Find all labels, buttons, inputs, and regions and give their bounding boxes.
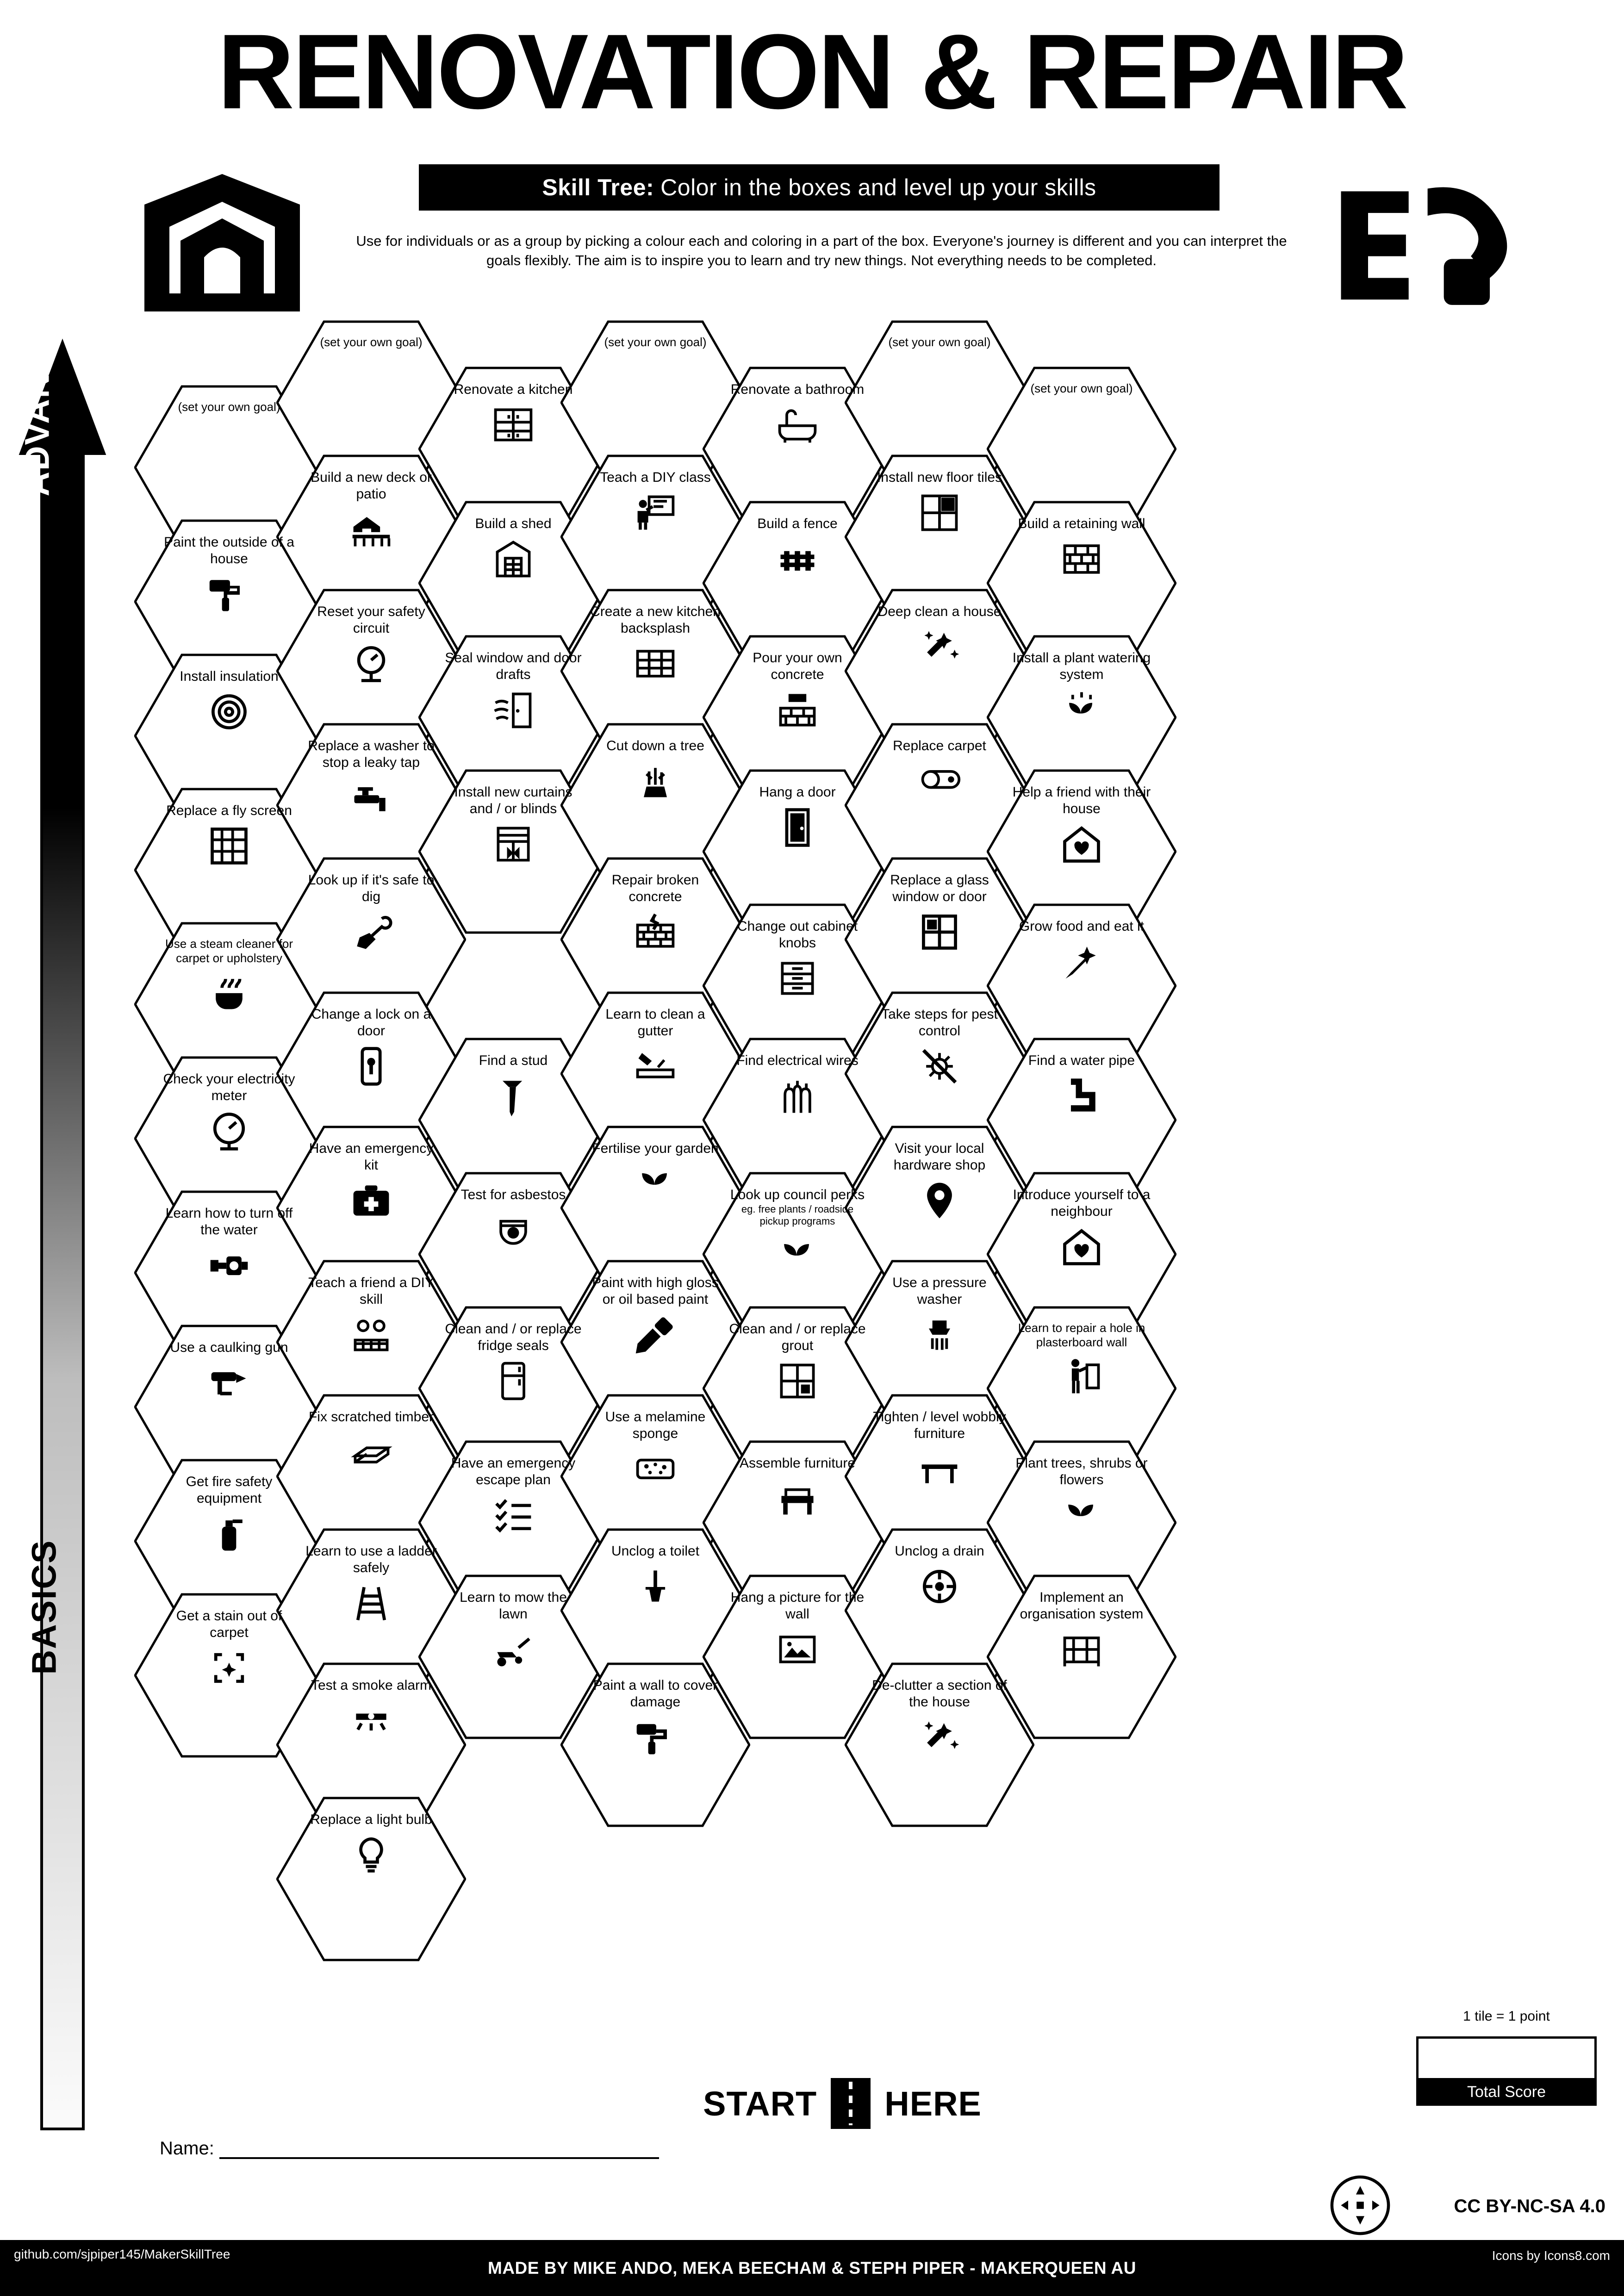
footer-bar xyxy=(0,2240,1624,2296)
tile-label: Learn to repair a hole in plasterboard wall xyxy=(1018,1321,1145,1350)
tile-label: Renovate a bathroom xyxy=(730,382,865,397)
tile-label: Paint the outside of a house xyxy=(164,535,294,566)
tile-label: Find a stud xyxy=(479,1053,548,1068)
name-input[interactable] xyxy=(219,2140,659,2159)
tile-label: Change a lock on a door xyxy=(311,1007,431,1039)
tile-label: Check your electricity meter xyxy=(163,1071,295,1103)
tile-label: Unclog a drain xyxy=(895,1543,984,1559)
total-score-label: Total Score xyxy=(1416,2078,1597,2106)
creative-commons-icon xyxy=(1330,2175,1390,2235)
nail-icon xyxy=(491,1074,535,1118)
tile-label: (set your own goal) xyxy=(178,400,280,414)
tile-label: Learn to use a ladder safely xyxy=(305,1543,437,1575)
tile-label: (set your own goal) xyxy=(888,335,991,349)
skill-tile[interactable] xyxy=(276,1796,466,1962)
fly-screen-icon xyxy=(207,824,251,868)
tile-label: Get a stain out of carpet xyxy=(176,1608,282,1640)
tile-label: Plant trees, shrubs or flowers xyxy=(1015,1456,1148,1487)
fire-extinguisher-icon xyxy=(207,1512,251,1556)
tile-label: Create a new kitchen backsplash xyxy=(590,604,721,636)
tile-label: Paint a wall to cover damage xyxy=(593,1678,718,1710)
tile-label: Seal window and door drafts xyxy=(445,650,582,682)
subtitle-text: Color in the boxes and level up your skills xyxy=(660,174,1096,200)
light-bulb-icon xyxy=(349,1833,393,1877)
name-label: Name: xyxy=(160,2138,214,2159)
wires-icon xyxy=(775,1074,820,1118)
meter-gauge-icon xyxy=(207,1109,251,1153)
window-icon xyxy=(917,910,962,954)
blinds-icon xyxy=(491,822,535,866)
table-icon xyxy=(917,1447,962,1491)
presenter-icon xyxy=(633,491,678,535)
tile-label: Introduce yourself to a neighbour xyxy=(1013,1187,1151,1219)
shelving-icon xyxy=(1059,1627,1104,1672)
tile-label: Replace a glass window or door xyxy=(890,872,989,904)
tile-label: Grow food and eat it xyxy=(1019,919,1145,934)
tile-label: Repair broken concrete xyxy=(611,872,699,904)
tile-label: Take steps for pest control xyxy=(881,1007,998,1039)
tile-label: Visit your local hardware shop xyxy=(893,1141,986,1173)
tile-label: Find a water pipe xyxy=(1028,1053,1135,1068)
tile-label: (set your own goal) xyxy=(1030,381,1133,395)
tile-label: De-clutter a section of the house xyxy=(872,1678,1007,1710)
pipe-icon xyxy=(1059,1074,1104,1118)
paint-brush-small-icon xyxy=(633,1313,678,1357)
tile-label: Have an emergency kit xyxy=(309,1141,434,1173)
skill-tile[interactable] xyxy=(560,1661,750,1828)
tile-label: Cut down a tree xyxy=(606,738,704,753)
plant-sprout-icon xyxy=(633,1162,678,1206)
deck-patio-icon xyxy=(349,507,393,552)
kitchen-cabinets-icon xyxy=(491,403,535,447)
lawn-mower-icon xyxy=(491,1627,535,1672)
start-here-marker xyxy=(666,2078,1018,2129)
stain-removal-icon xyxy=(207,1646,251,1690)
tile-label: Install a plant watering system xyxy=(1012,650,1151,682)
tile-label: Replace carpet xyxy=(893,738,986,753)
road-icon xyxy=(831,2078,871,2129)
tile-point-note: 1 tile = 1 point xyxy=(1463,2009,1550,2024)
sparkle-clean-icon xyxy=(917,1715,962,1760)
axis-label-basics: BASICS xyxy=(25,1539,63,1675)
tile-label: Deep clean a house xyxy=(877,604,1002,619)
tile-label: Replace a fly screen xyxy=(166,803,292,818)
house-heart-icon xyxy=(1059,1225,1104,1269)
smoke-alarm-icon xyxy=(349,1699,393,1743)
license-label: CC BY-NC-SA 4.0 xyxy=(1454,2196,1605,2216)
tile-label: Replace a washer to stop a leaky tap xyxy=(308,738,435,770)
gutter-icon xyxy=(633,1044,678,1089)
first-aid-kit-icon xyxy=(349,1178,393,1223)
tile-label: Reset your safety circuit xyxy=(317,604,425,636)
pressure-washer-icon xyxy=(917,1313,962,1357)
map-pin-icon xyxy=(917,1178,962,1223)
tile-label: Have an emergency escape plan xyxy=(451,1456,576,1487)
tile-label: Find electrical wires xyxy=(736,1053,859,1068)
footer-icons-credit: Icons by Icons8.com xyxy=(1492,2248,1610,2263)
plant-sprout-icon xyxy=(1059,1493,1104,1537)
skill-tile[interactable] xyxy=(987,1574,1176,1740)
tile-label: (set your own goal) xyxy=(604,335,707,349)
pest-control-icon xyxy=(917,1044,962,1089)
tile-label: Use a steam cleaner for carpet or upholstery xyxy=(165,937,293,965)
shed-icon xyxy=(491,537,535,581)
caulking-gun-icon xyxy=(207,1361,251,1405)
tile-label: Build a retaining wall xyxy=(1018,516,1145,531)
tile-label: Assemble furniture xyxy=(739,1456,856,1471)
door-draft-icon xyxy=(491,688,535,732)
tap-icon xyxy=(349,776,393,820)
tile-label: Use a caulking gun xyxy=(170,1340,288,1355)
tile-label: Look up council perks xyxy=(730,1187,865,1202)
plant-sprout-icon xyxy=(775,1232,820,1277)
circuit-dial-icon xyxy=(349,641,393,686)
tile-label: Paint with high gloss or oil based paint xyxy=(592,1275,719,1307)
cabinet-icon xyxy=(775,956,820,1001)
grout-tile-icon xyxy=(775,1359,820,1403)
water-valve-icon xyxy=(207,1243,251,1288)
drain-icon xyxy=(917,1564,962,1609)
backsplash-icon xyxy=(633,641,678,686)
tile-label: Test for asbestos xyxy=(460,1187,566,1202)
brick-wall-icon xyxy=(1059,537,1104,581)
carpet-roll-icon xyxy=(917,759,962,803)
checklist-icon xyxy=(491,1493,535,1537)
sponge-icon xyxy=(633,1447,678,1491)
door-lock-icon xyxy=(349,1044,393,1089)
tile-label: Fertilise your garden xyxy=(592,1141,719,1156)
floor-tiles-icon xyxy=(917,491,962,535)
tile-label: Hang a picture for the wall xyxy=(730,1590,865,1622)
tile-sublabel: eg. free plants / roadside pickup programs xyxy=(741,1203,854,1227)
tile-label: Clean and / or replace fridge seals xyxy=(445,1321,582,1353)
tile-label: Hang a door xyxy=(759,784,836,800)
start-label: START xyxy=(703,2084,817,2123)
tile-label: Clean and / or replace grout xyxy=(729,1321,866,1353)
tile-label: Get fire safety equipment xyxy=(186,1474,273,1506)
subtitle-label: Skill Tree: xyxy=(542,174,654,200)
tile-label: Renovate a kitchen xyxy=(454,382,573,397)
concrete-pour-icon xyxy=(775,688,820,732)
tile-label: Pour your own concrete xyxy=(753,650,842,682)
tile-label: Help a friend with their house xyxy=(1012,784,1151,816)
tile-label: Use a pressure washer xyxy=(892,1275,987,1307)
tree-stump-icon xyxy=(633,759,678,803)
tile-label: Install insulation xyxy=(180,669,279,684)
carrot-icon xyxy=(1059,940,1104,984)
insulation-roll-icon xyxy=(207,690,251,734)
tile-label: Build a shed xyxy=(475,516,552,531)
fridge-icon xyxy=(491,1359,535,1403)
tile-label: Look up if it's safe to dig xyxy=(308,872,435,904)
tile-label: Teach a DIY class xyxy=(600,470,711,485)
skill-tile[interactable] xyxy=(845,1661,1034,1828)
paint-roller-small-icon xyxy=(633,1715,678,1760)
tile-label: Learn to mow the lawn xyxy=(460,1590,567,1622)
respirator-icon xyxy=(491,1208,535,1252)
picture-frame-icon xyxy=(775,1627,820,1672)
teach-friend-icon xyxy=(349,1313,393,1357)
toilet-plunger-icon xyxy=(633,1564,678,1609)
sparkle-clean-icon xyxy=(917,625,962,669)
tile-label: Test a smoke alarm xyxy=(311,1678,432,1693)
fence-icon xyxy=(775,537,820,581)
tile-label: Build a new deck or patio xyxy=(311,470,432,502)
tile-label: Use a melamine sponge xyxy=(605,1409,706,1441)
footer-github: github.com/sjpiper145/MakerSkillTree xyxy=(14,2247,230,2261)
wall-repair-icon xyxy=(1059,1354,1104,1399)
tile-label: Teach a friend a DIY skill xyxy=(308,1275,434,1307)
door-icon xyxy=(775,805,820,850)
here-label: HERE xyxy=(884,2084,982,2123)
tile-label: Learn to clean a gutter xyxy=(605,1007,705,1039)
tile-label: Build a fence xyxy=(757,516,838,531)
tile-label: Tighten / level wobbly furniture xyxy=(873,1409,1006,1441)
tile-label: Unclog a toilet xyxy=(611,1543,700,1559)
furniture-icon xyxy=(775,1476,820,1521)
intro-paragraph: Use for individuals or as a group by picking a colour each and coloring in a part of the box. Everyone's journey is different and you can interpret the goals flexibly. The aim is to inspire you to learn and try new things. Not everything needs to be completed. xyxy=(356,233,1287,268)
paint-roller-icon xyxy=(207,572,251,616)
steam-cleaner-icon xyxy=(207,970,251,1014)
tile-label: Install new curtains and / or blinds xyxy=(454,784,572,816)
broken-concrete-icon xyxy=(633,910,678,954)
page-title: RENOVATION & REPAIR xyxy=(217,12,1407,131)
tile-label: Install new floor tiles xyxy=(877,470,1002,485)
watering-plant-icon xyxy=(1059,688,1104,732)
timber-planks-icon xyxy=(349,1430,393,1475)
tile-label: (set your own goal) xyxy=(320,335,423,349)
house-heart-icon xyxy=(1059,822,1104,866)
name-field xyxy=(160,2138,659,2159)
tile-label: Learn how to turn off the water xyxy=(165,1206,293,1238)
axis-label-advanced: ADVANCED xyxy=(18,297,56,497)
tile-label: Change out cabinet knobs xyxy=(737,919,858,951)
shovel-icon xyxy=(349,910,393,954)
tile-label: Implement an organisation system xyxy=(1020,1590,1144,1622)
tile-label: Fix scratched timber xyxy=(308,1409,434,1425)
ladder-icon xyxy=(349,1581,393,1625)
bathtub-icon xyxy=(775,403,820,447)
tile-label: Replace a light bulb xyxy=(310,1812,432,1827)
footer-credit: MADE BY MIKE ANDO, MEKA BEECHAM & STEPH PIPER - MAKERQUEEN AU xyxy=(488,2258,1136,2277)
